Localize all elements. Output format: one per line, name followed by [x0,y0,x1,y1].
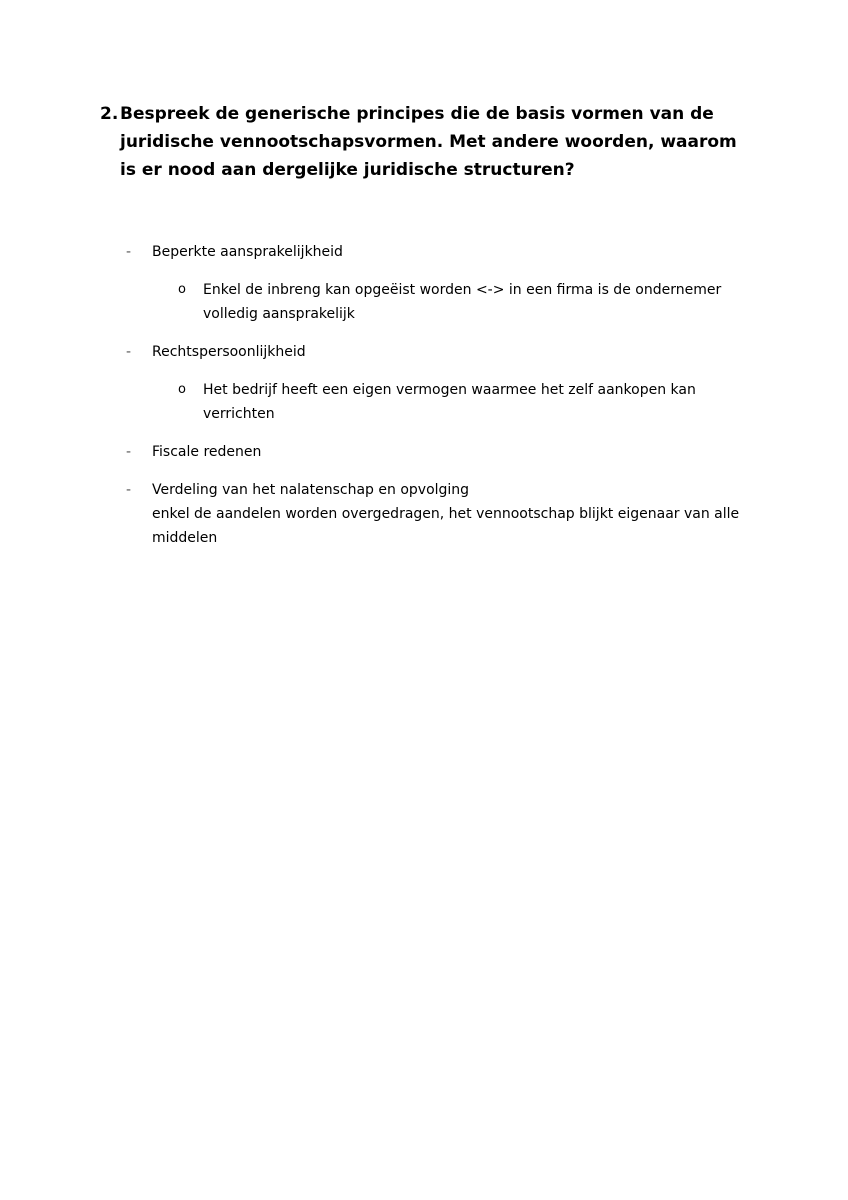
list-item-rechtspersoonlijkheid [0,340,848,426]
question-number: 2. [100,104,119,124]
dash-bullet: - [126,482,132,498]
list-item-beperkte-aansprakelijkheid [0,240,848,326]
list-item-label: Fiscale redenen [152,444,262,460]
circle-bullet: o [178,382,186,397]
list-item-fiscale-redenen [0,440,848,464]
question-heading [100,100,740,184]
sub-item [0,378,848,426]
question-text: Bespreek de generische principes die de basis vormen van de juridische vennootschapsvormen. Met andere woorden, waarom is er nood aan dergelijke juridische structuren? [120,104,737,180]
list-item-continuation: enkel de aandelen worden overgedragen, het vennootschap blijkt eigenaar van alle middelen [152,506,740,546]
dash-bullet: - [126,444,132,460]
list-item-label: Rechtspersoonlijkheid [152,344,306,360]
sub-item-text: Het bedrijf heeft een eigen vermogen waarmee het zelf aankopen kan verrichten [203,382,696,422]
circle-bullet: o [178,282,186,297]
list-item-verdeling-nalatenschap [0,478,848,550]
list-item-label: Beperkte aansprakelijkheid [152,244,343,260]
answer-list [0,240,848,550]
sub-item-text: Enkel de inbreng kan opgeëist worden <-> in een firma is de ondernemer volledig aansprakelijk [203,282,722,322]
dash-bullet: - [126,244,132,260]
sub-item [0,278,848,326]
list-item-label: Verdeling van het nalatenschap en opvolging [152,482,470,498]
dash-bullet: - [126,344,132,360]
